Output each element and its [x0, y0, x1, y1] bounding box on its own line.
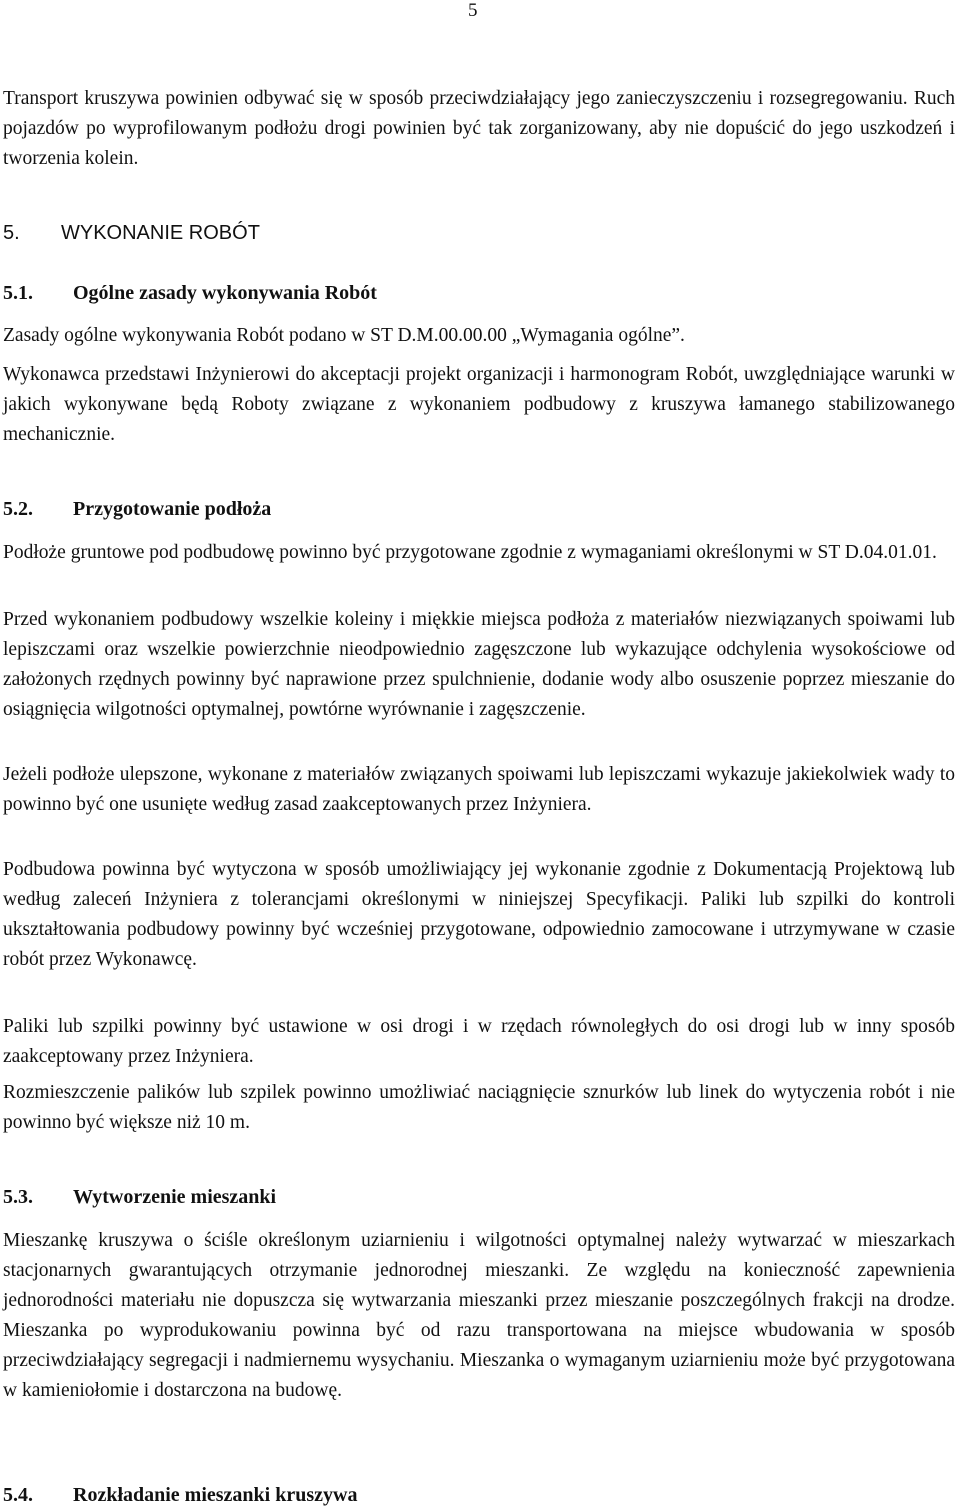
heading-5 — [3, 218, 260, 248]
paragraph-rozmieszczenie: Rozmieszczenie palików lub szpilek powinno umożliwiać naciągnięcie sznurków lub linek do wytyczenia robót i nie powinno być większe niż 10 m. — [3, 1082, 955, 1133]
page-number: 5 — [468, 0, 478, 21]
heading-number: 5.1. — [3, 282, 33, 304]
heading-title: Wytworzenie mieszanki — [73, 1186, 277, 1208]
heading-number: 5.4. — [3, 1484, 33, 1506]
heading-title: Rozkładanie mieszanki kruszywa — [73, 1484, 358, 1506]
heading-5-2 — [3, 494, 271, 524]
heading-number: 5. — [3, 222, 20, 244]
paragraph-podloze: Podłoże gruntowe pod podbudowę powinno być przygotowane zgodnie z wymaganiami określonymi w ST D.04.01.01. — [3, 542, 937, 563]
paragraph-jezeli: Jeżeli podłoże ulepszone, wykonane z materiałów związanych spoiwami lub lepiszczami wykazuje jakiekolwiek wady to powinno być one usunięte według zasad zaakceptowanych przez Inżyniera. — [3, 764, 955, 815]
paragraph-podbudowa: Podbudowa powinna być wytyczona w sposób umożliwiający jej wykonanie zgodnie z Dokumentacją Projektową lub według zaleceń Inżyniera z tolerancjami określonymi w niniejszej Specyfikacji. Paliki lub szpilki do kontroli ukształtowania podbudowy powinny być wcześniej przygotowane, odpowiednio zamocowane i utrzymywane w czasie robót przez Wykonawcę. — [3, 859, 955, 970]
paragraph-paliki: Paliki lub szpilki powinny być ustawione w osi drogi i w rzędach równoległych do osi drogi lub w inny sposób zaakceptowany przez Inżyniera. — [3, 1016, 955, 1067]
heading-title: Ogólne zasady wykonywania Robót — [73, 282, 377, 304]
heading-number: 5.3. — [3, 1186, 33, 1208]
heading-5-4 — [3, 1480, 357, 1510]
heading-title: WYKONANIE ROBÓT — [61, 222, 260, 244]
heading-title: Przygotowanie podłoża — [73, 498, 272, 520]
heading-5-3 — [3, 1182, 276, 1212]
paragraph-przed: Przed wykonaniem podbudowy wszelkie koleiny i miękkie miejsca podłoża z materiałów niezwiązanych spoiwami lub lepiszczami oraz wszelkie powierzchnie nieodpowiednio zagęszczone lub wykazujące odchylenia wysokościowe od założonych rzędnych powinny być naprawione przez spulchnienie, dodanie wody albo osuszenie poprzez mieszanie do osiągnięcia wilgotności optymalnej, powtórne wyrównanie i zagęszczenie. — [3, 609, 955, 720]
heading-number: 5.2. — [3, 498, 33, 520]
paragraph-zasady: Zasady ogólne wykonywania Robót podano w ST D.M.00.00.00 „Wymagania ogólne”. — [3, 325, 685, 346]
paragraph-mieszanke: Mieszankę kruszywa o ściśle określonym uziarnieniu i wilgotności optymalnej należy wytwarzać w mieszarkach stacjonarnych gwarantujących otrzymanie jednorodnej mieszanki. Ze względu na konieczność zapewnienia jednorodności materiału nie dopuszcza się wytwarzania mieszanki przez mieszanie poszczególnych frakcji na drodze. Mieszanka po wyprodukowaniu powinna być od razu transportowana na miejsce wbudowania w sposób przeciwdziałający segregacji i nadmiernemu wysychaniu. Mieszanka o wymaganym uziarnieniu może być przygotowana w kamieniołomie i dostarczona na budowę. — [3, 1230, 955, 1401]
paragraph-wykonawca: Wykonawca przedstawi Inżynierowi do akceptacji projekt organizacji i harmonogram Robót, uwzględniające warunki w jakich wykonywane będą Roboty związane z wykonaniem podbudowy z kruszywa łamanego stabilizowanego mechanicznie. — [3, 364, 955, 445]
heading-5-1 — [3, 278, 377, 308]
paragraph-transport: Transport kruszywa powinien odbywać się w sposób przeciwdziałający jego zanieczyszczeniu i rozsegregowaniu. Ruch pojazdów po wyprofilowanym podłożu drogi powinien być tak zorganizowany, aby nie dopuścić do jego uszkodzeń i tworzenia kolein. — [3, 88, 955, 169]
